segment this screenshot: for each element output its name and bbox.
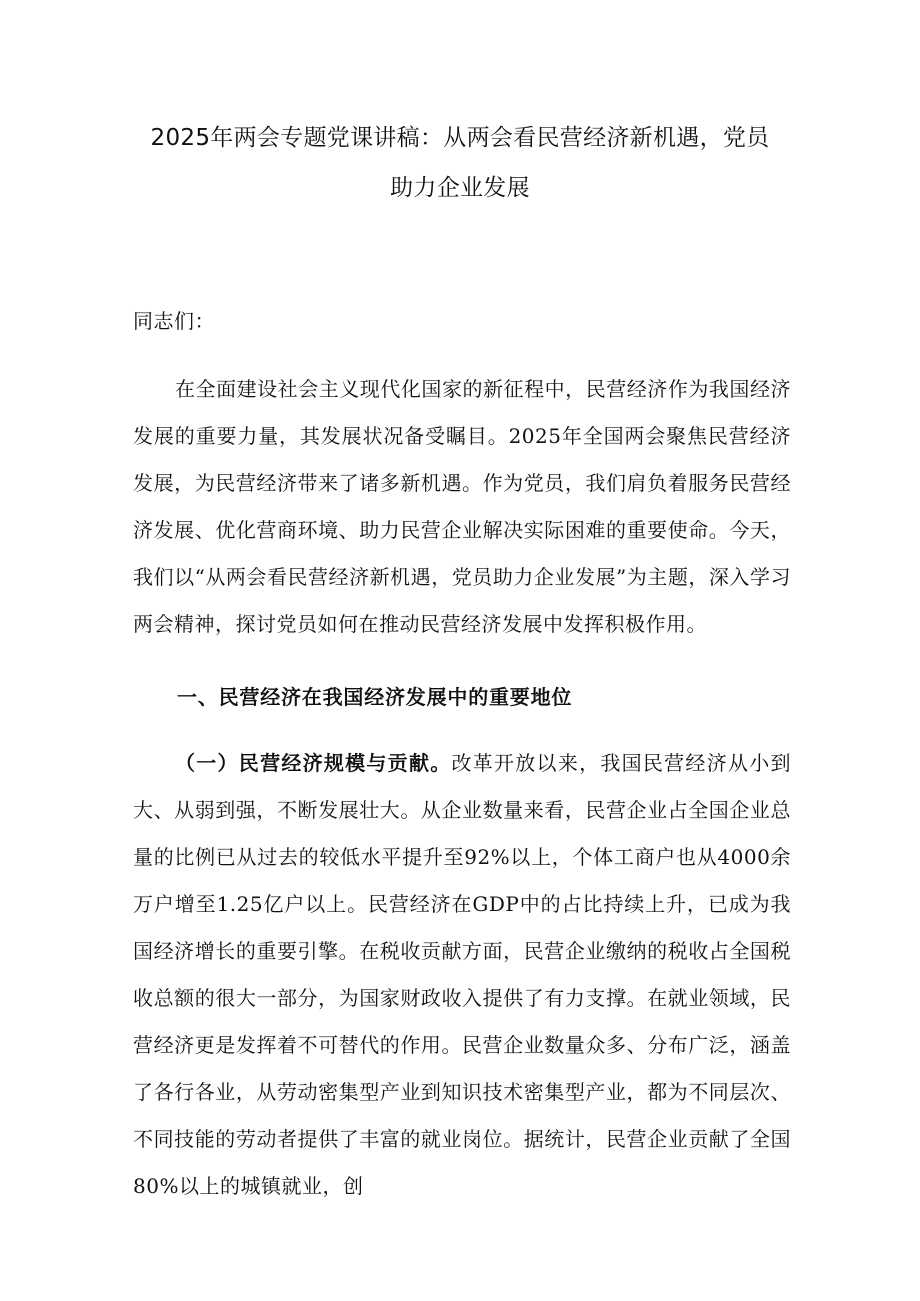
salutation: 同志们： <box>133 309 215 333</box>
subsection-body: 改革开放以来，我国民营经济从小到大、从弱到强，不断发展壮大。从企业数量来看，民营企业占全国企业总量的比例已从过去的较低水平提升至92%以上，个体工商户也从4000余万户增至1.25亿户以上。民营经济在GDP中的占比持续上升，已成为我国经济增长的重要引擎。在税收贡献方面，民营企业缴纳的税收占全国税收总额的很大一部分，为国家财政收入提供了有力支撑。在就业领域，民营经济更是发挥着不可替代的作用。民营企业数量众多、分布广泛，涵盖了各行各业，从劳动密集型产业到知识技术密集型产业，都为不同层次、不同技能的劳动者提供了丰富的就业岗位。据统计，民营企业贡献了全国80%以上的城镇就业，创 <box>133 751 792 1198</box>
title-line-1: 2025年两会专题党课讲稿：从两会看民营经济新机遇，党员 <box>150 125 770 151</box>
intro-paragraph: 在全面建设社会主义现代化国家的新征程中，民营经济作为我国经济发展的重要力量，其发展状况备受瞩目。2025年全国两会聚焦民营经济发展，为民营经济带来了诸多新机遇。作为党员，我们肩负着服务民营经济发展、优化营商环境、助力民营企业解决实际困难的重要使命。今天，我们以“从两会看民营经济新机遇，党员助力企业发展”为主题，深入学习两会精神，探讨党员如何在推动民营经济发展中发挥积极作用。 <box>133 377 791 636</box>
section-heading: 一、民营经济在我国经济发展中的重要地位 <box>177 685 573 709</box>
document-title <box>130 113 790 213</box>
title-line-2: 助力企业发展 <box>390 175 530 201</box>
subsection-heading: （一）民营经济规模与贡献。 <box>175 751 452 775</box>
subsection-paragraph <box>133 740 791 1210</box>
